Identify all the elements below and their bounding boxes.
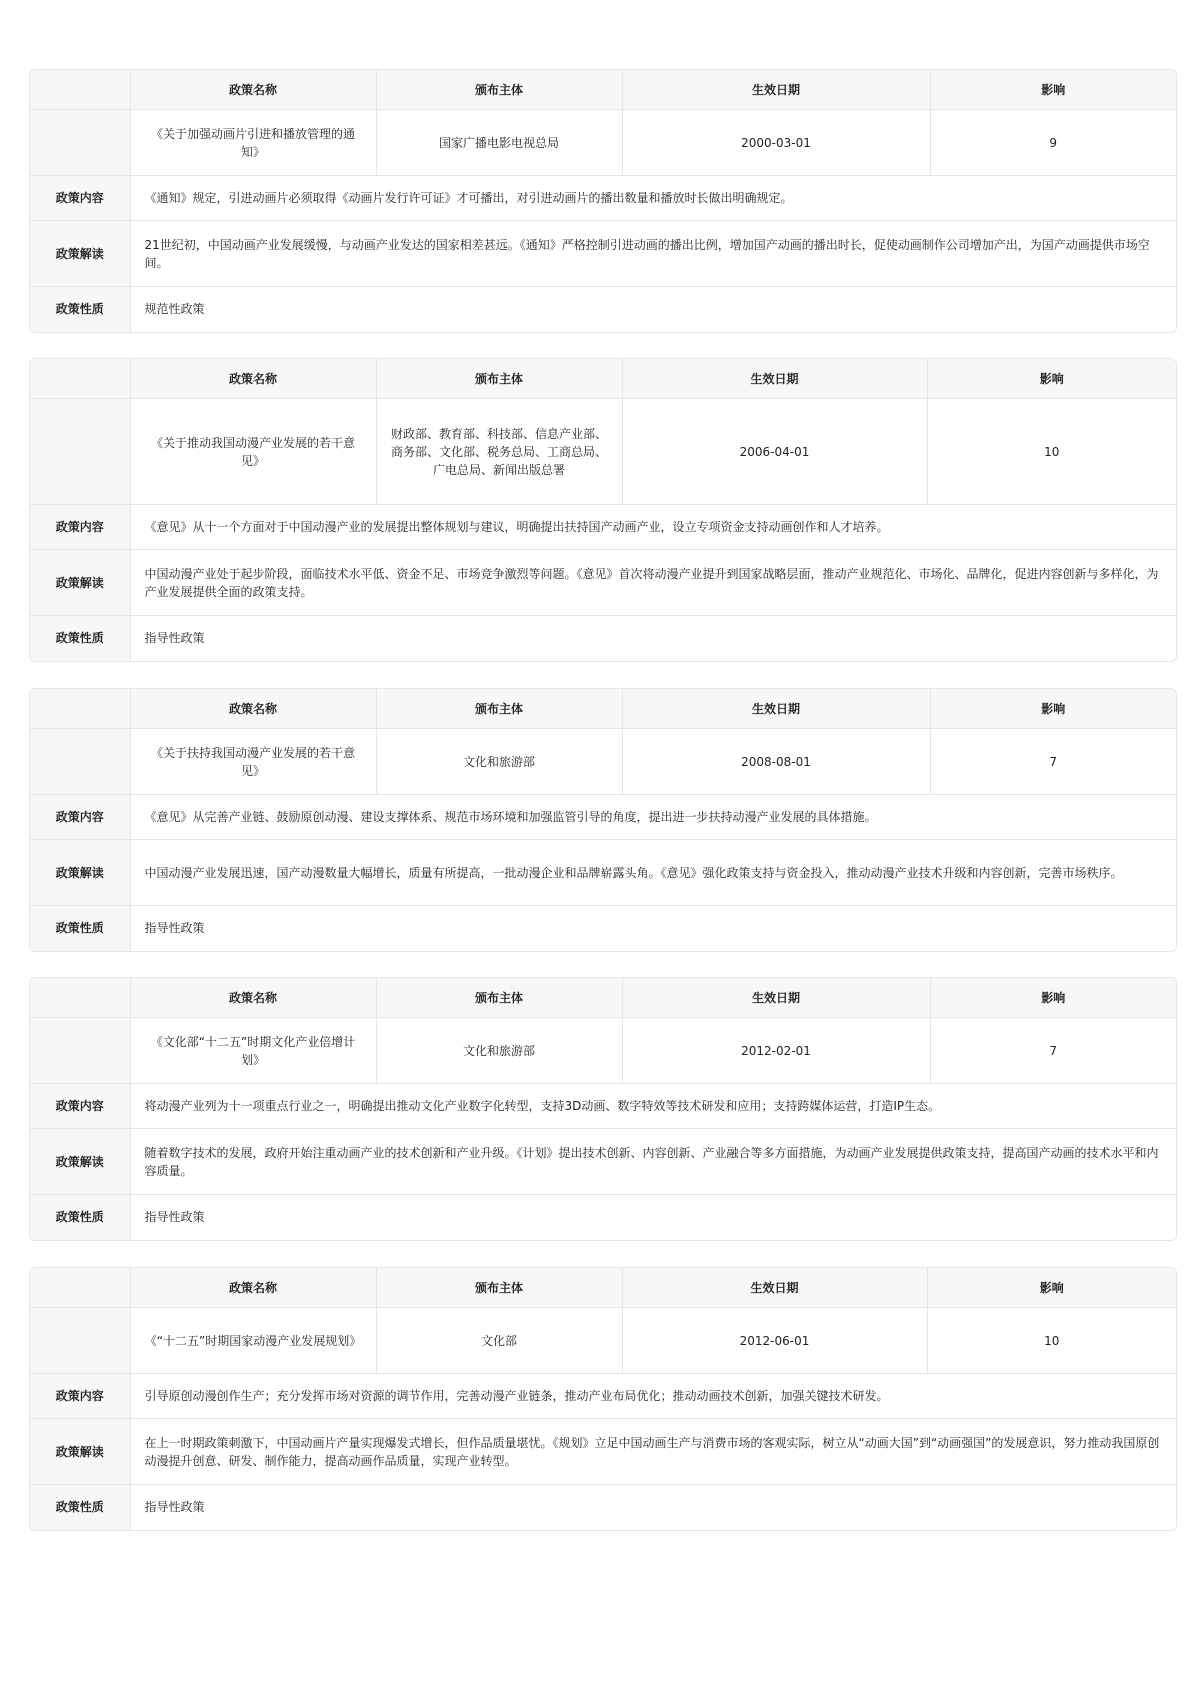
header-row xyxy=(30,689,1176,729)
header-row xyxy=(30,1268,1176,1308)
policy-card xyxy=(29,977,1177,1241)
policy-nature: 指导性政策 xyxy=(130,1195,1176,1240)
policy-impact: 10 xyxy=(927,1308,1176,1374)
policy-name: 《“十二五”时期国家动漫产业发展规划》 xyxy=(130,1308,376,1374)
label-content: 政策内容 xyxy=(30,1374,130,1419)
blank-cell xyxy=(30,729,130,795)
interpretation-row xyxy=(30,550,1176,616)
policy-info-row xyxy=(30,729,1176,795)
header-row xyxy=(30,359,1176,399)
policy-info-row xyxy=(30,110,1176,176)
policy-impact: 9 xyxy=(930,110,1176,176)
policy-content: 将动漫产业列为十一项重点行业之一，明确提出推动文化产业数字化转型，支持3D动画、数字特效等技术研发和应用；支持跨媒体运营，打造IP生态。 xyxy=(130,1084,1176,1129)
header-issuer: 颁布主体 xyxy=(376,70,622,110)
policy-content: 《意见》从十一个方面对于中国动漫产业的发展提出整体规划与建议，明确提出扶持国产动画产业，设立专项资金支持动画创作和人才培养。 xyxy=(130,505,1176,550)
header-impact: 影响 xyxy=(930,689,1176,729)
policy-date: 2012-06-01 xyxy=(622,1308,927,1374)
content-row xyxy=(30,795,1176,840)
policy-impact: 10 xyxy=(927,399,1176,505)
policy-info-row xyxy=(30,399,1176,505)
nature-row xyxy=(30,1195,1176,1240)
label-content: 政策内容 xyxy=(30,176,130,221)
blank-cell xyxy=(30,110,130,176)
policy-issuer: 文化和旅游部 xyxy=(376,1018,622,1084)
corner-cell xyxy=(30,689,130,729)
header-effective-date: 生效日期 xyxy=(622,978,930,1018)
header-policy-name: 政策名称 xyxy=(130,70,376,110)
policy-issuer: 文化和旅游部 xyxy=(376,729,622,795)
policy-content: 引导原创动漫创作生产；充分发挥市场对资源的调节作用，完善动漫产业链条，推动产业布局优化；推动动画技术创新，加强关键技术研发。 xyxy=(130,1374,1176,1419)
header-issuer: 颁布主体 xyxy=(376,359,622,399)
label-interpretation: 政策解读 xyxy=(30,840,130,906)
policy-interpretation: 随着数字技术的发展，政府开始注重动画产业的技术创新和产业升级。《计划》提出技术创新、内容创新、产业融合等多方面措施，为动画产业发展提供政策支持，提高国产动画的技术水平和内容质量。 xyxy=(130,1129,1176,1195)
policy-interpretation: 在上一时期政策刺激下，中国动画片产量实现爆发式增长，但作品质量堪忧。《规划》立足中国动画生产与消费市场的客观实际，树立从“动画大国”到“动画强国”的发展意识，努力推动我国原创动漫提升创意、研发、制作能力，提高动画作品质量，实现产业转型。 xyxy=(130,1419,1176,1485)
header-issuer: 颁布主体 xyxy=(376,689,622,729)
label-nature: 政策性质 xyxy=(30,1195,130,1240)
label-interpretation: 政策解读 xyxy=(30,550,130,616)
policy-nature: 规范性政策 xyxy=(130,287,1176,332)
label-content: 政策内容 xyxy=(30,1084,130,1129)
policy-table xyxy=(30,70,1176,332)
policy-content: 《意见》从完善产业链、鼓励原创动漫、建设支撑体系、规范市场环境和加强监管引导的角度，提出进一步扶持动漫产业发展的具体措施。 xyxy=(130,795,1176,840)
corner-cell xyxy=(30,978,130,1018)
policy-card xyxy=(29,358,1177,662)
blank-cell xyxy=(30,399,130,505)
content-row xyxy=(30,1084,1176,1129)
content-row xyxy=(30,176,1176,221)
header-effective-date: 生效日期 xyxy=(622,689,930,729)
label-nature: 政策性质 xyxy=(30,1485,130,1530)
policy-name: 《关于扶持我国动漫产业发展的若干意见》 xyxy=(130,729,376,795)
header-impact: 影响 xyxy=(927,359,1176,399)
interpretation-row xyxy=(30,840,1176,906)
header-impact: 影响 xyxy=(930,70,1176,110)
policy-card xyxy=(29,1267,1177,1531)
label-interpretation: 政策解读 xyxy=(30,1419,130,1485)
policy-impact: 7 xyxy=(930,729,1176,795)
header-row xyxy=(30,978,1176,1018)
label-nature: 政策性质 xyxy=(30,287,130,332)
nature-row xyxy=(30,906,1176,951)
policy-name: 《文化部“十二五”时期文化产业倍增计划》 xyxy=(130,1018,376,1084)
header-issuer: 颁布主体 xyxy=(376,1268,622,1308)
policy-interpretation: 中国动漫产业处于起步阶段，面临技术水平低、资金不足、市场竞争激烈等问题。《意见》首次将动漫产业提升到国家战略层面，推动产业规范化、市场化、品牌化，促进内容创新与多样化，为产业发展提供全面的政策支持。 xyxy=(130,550,1176,616)
header-policy-name: 政策名称 xyxy=(130,1268,376,1308)
policy-impact: 7 xyxy=(930,1018,1176,1084)
policy-date: 2000-03-01 xyxy=(622,110,930,176)
interpretation-row xyxy=(30,1129,1176,1195)
blank-cell xyxy=(30,1308,130,1374)
content-row xyxy=(30,505,1176,550)
header-effective-date: 生效日期 xyxy=(622,70,930,110)
nature-row xyxy=(30,1485,1176,1530)
header-effective-date: 生效日期 xyxy=(622,1268,927,1308)
interpretation-row xyxy=(30,221,1176,287)
policy-card xyxy=(29,688,1177,952)
policy-table xyxy=(30,689,1176,951)
policy-date: 2012-02-01 xyxy=(622,1018,930,1084)
policy-date: 2006-04-01 xyxy=(622,399,927,505)
nature-row xyxy=(30,616,1176,661)
policy-nature: 指导性政策 xyxy=(130,906,1176,951)
policy-table xyxy=(30,978,1176,1240)
policy-nature: 指导性政策 xyxy=(130,616,1176,661)
policy-nature: 指导性政策 xyxy=(130,1485,1176,1530)
label-nature: 政策性质 xyxy=(30,616,130,661)
interpretation-row xyxy=(30,1419,1176,1485)
policy-interpretation: 21世纪初，中国动画产业发展缓慢，与动画产业发达的国家相差甚远。《通知》严格控制引进动画的播出比例，增加国产动画的播出时长，促使动画制作公司增加产出，为国产动画提供市场空间。 xyxy=(130,221,1176,287)
header-policy-name: 政策名称 xyxy=(130,978,376,1018)
nature-row xyxy=(30,287,1176,332)
corner-cell xyxy=(30,70,130,110)
corner-cell xyxy=(30,359,130,399)
policy-info-row xyxy=(30,1308,1176,1374)
header-policy-name: 政策名称 xyxy=(130,689,376,729)
header-policy-name: 政策名称 xyxy=(130,359,376,399)
label-interpretation: 政策解读 xyxy=(30,221,130,287)
header-impact: 影响 xyxy=(930,978,1176,1018)
policy-issuer: 国家广播电影电视总局 xyxy=(376,110,622,176)
policy-issuer: 文化部 xyxy=(376,1308,622,1374)
policy-interpretation: 中国动漫产业发展迅速，国产动漫数量大幅增长，质量有所提高，一批动漫企业和品牌崭露头角。《意见》强化政策支持与资金投入，推动动漫产业技术升级和内容创新，完善市场秩序。 xyxy=(130,840,1176,906)
corner-cell xyxy=(30,1268,130,1308)
label-nature: 政策性质 xyxy=(30,906,130,951)
policy-content: 《通知》规定，引进动画片必须取得《动画片发行许可证》才可播出，对引进动画片的播出数量和播放时长做出明确规定。 xyxy=(130,176,1176,221)
header-issuer: 颁布主体 xyxy=(376,978,622,1018)
policy-card xyxy=(29,69,1177,333)
blank-cell xyxy=(30,1018,130,1084)
content-row xyxy=(30,1374,1176,1419)
policy-name: 《关于加强动画片引进和播放管理的通知》 xyxy=(130,110,376,176)
header-row xyxy=(30,70,1176,110)
policy-date: 2008-08-01 xyxy=(622,729,930,795)
policy-issuer: 财政部、教育部、科技部、信息产业部、商务部、文化部、税务总局、工商总局、广电总局、新闻出版总署 xyxy=(376,399,622,505)
label-content: 政策内容 xyxy=(30,505,130,550)
policy-table xyxy=(30,1268,1176,1530)
header-impact: 影响 xyxy=(927,1268,1176,1308)
label-interpretation: 政策解读 xyxy=(30,1129,130,1195)
policy-table xyxy=(30,359,1176,661)
policy-info-row xyxy=(30,1018,1176,1084)
label-content: 政策内容 xyxy=(30,795,130,840)
policy-name: 《关于推动我国动漫产业发展的若干意见》 xyxy=(130,399,376,505)
header-effective-date: 生效日期 xyxy=(622,359,927,399)
